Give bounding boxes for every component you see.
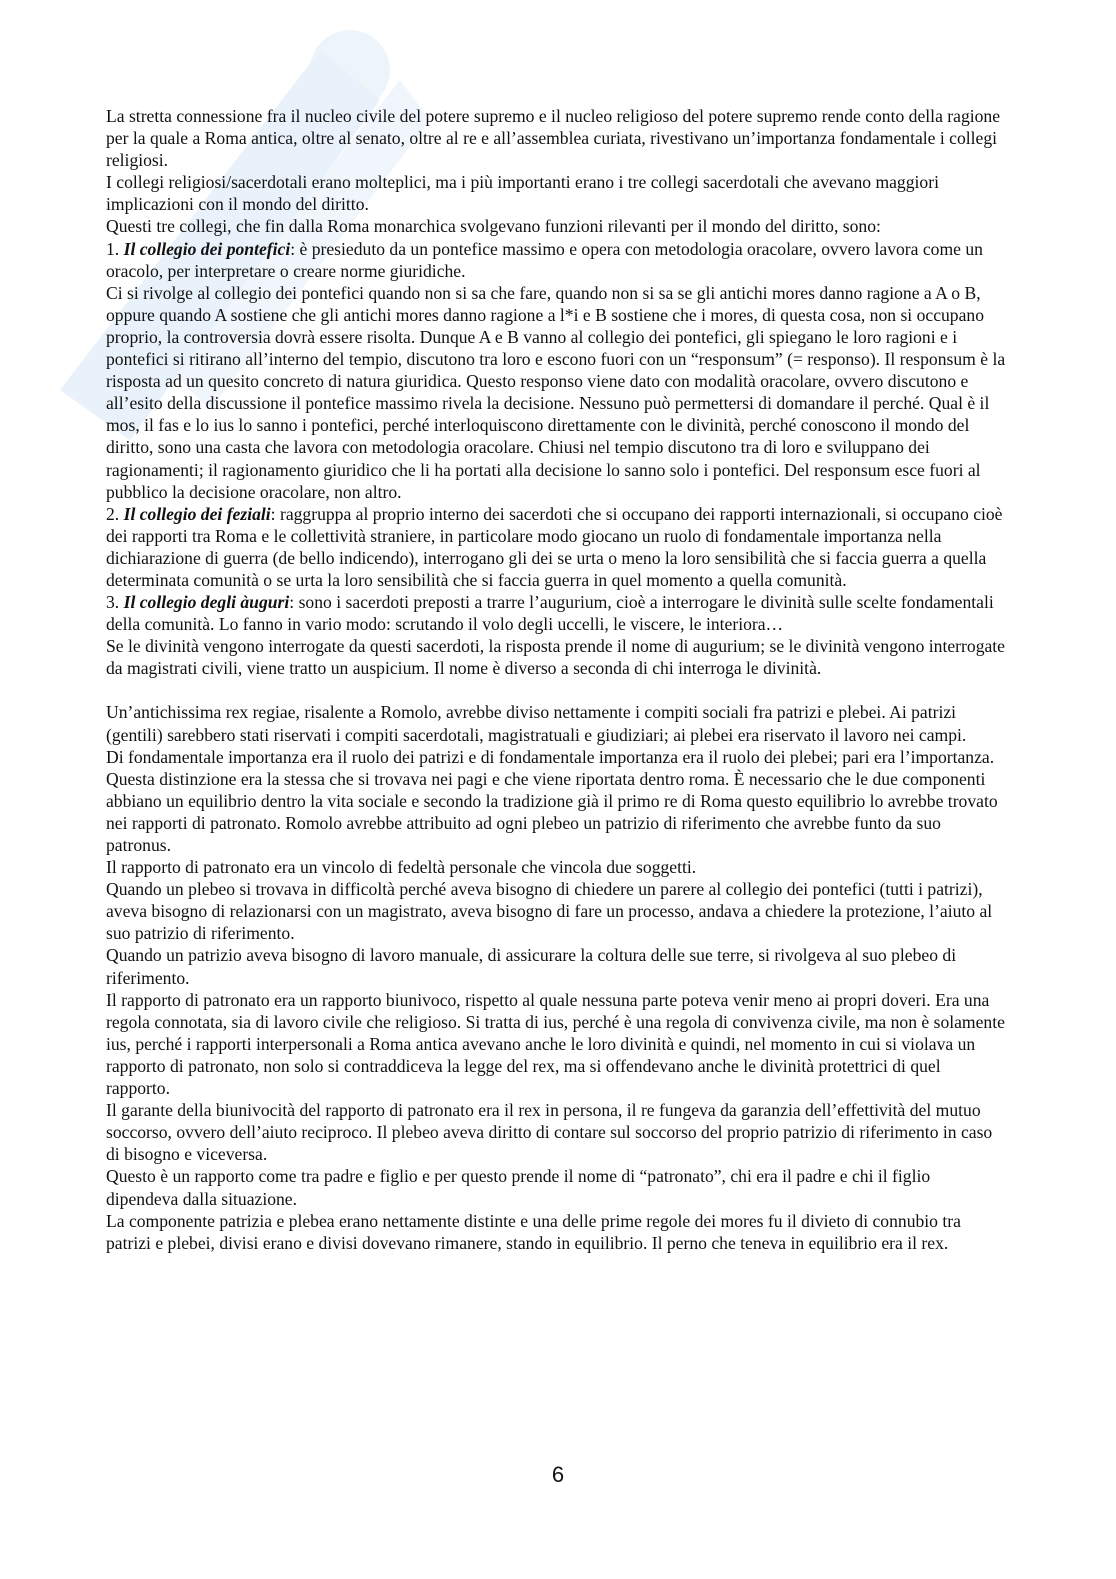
paragraph: Il rapporto di patronato era un vincolo di fedeltà personale che vincola due soggetti. xyxy=(106,857,697,878)
paragraph: Quando un plebeo si trovava in difficoltà perché aveva bisogno di chiedere un parere al collegio dei pontefici (tutti i patrizi), aveva bisogno di relazionarsi con un magistrato, aveva bisogno di fare un processo, andava a chiedere la protezione, l’aiuto al suo patrizio di riferimento. xyxy=(106,879,993,944)
paragraph: Ci si rivolge al collegio dei pontefici quando non si sa che fare, quando non si sa se gli antichi mores danno ragione a A o B, oppure quando A sostiene che gli antichi mores danno ragione a l*i e B sostiene che i mores, di questa cosa, non si occupano proprio, la controversia dovrà essere risolta. Dunque A e B vanno al collegio dei pontefici, gli spiegano le loro ragioni e i pontefici si ritirano all’interno del tempio, discutono tra loro e escono fuori con un “responsum” (= responso). Il responsum è la risposta ad un quesito concreto di natura giuridica. Questo responso viene dato con modalità oracolare, ovvero discutono e all’esito della discussione il pontefice massimo rivela la decisione. Nessuno può permettersi di domandare il perché. Qual è il mos, il fas e lo ius lo sanno i pontefici, perché interloquiscono direttamente con le divinità, perché conoscono il mondo del diritto, sono una casta che lavora con metodologia oracolare. Chiusi nel tempio discutono tra di loro e sviluppano dei ragionamenti; il ragionamento giuridico che li ha portati alla decisione lo sanno solo i pontefici. Del responsum esce fuori al pubblico la decisione oracolare, non altro. xyxy=(106,282,1006,502)
paragraph: Il rapporto di patronato era un rapporto biunivoco, rispetto al quale nessuna parte poteva venir meno ai propri doveri. Era una regola connotata, sia di lavoro civile che religioso. Si tratta di ius, perché è una regola di convivenza civile, ma non è solamente ius, perché i rapporti interpersonali a Roma antica avevano anche le loro divinità e quindi, nel momento in cui si violava un rapporto di patronato, non solo si contraddiceva la legge del rex, ma si offendevano anche le divinità protettrici di quel rapporto. xyxy=(106,989,1005,1099)
list-item xyxy=(106,238,1006,282)
paragraph: Questi tre collegi, che fin dalla Roma monarchica svolgevano funzioni rilevanti per il mondo del diritto, sono: xyxy=(106,216,881,237)
paragraph: I collegi religiosi/sacerdotali erano molteplici, ma i più importanti erano i tre collegi sacerdotali che avevano maggiori implicazioni con il mondo del diritto. xyxy=(106,172,939,215)
list-item-title: Il collegio degli àuguri xyxy=(123,592,290,613)
list-item-title: Il collegio dei feziali xyxy=(123,503,271,524)
document-body xyxy=(106,105,1006,1254)
list-item xyxy=(106,591,1006,635)
list-item-text: : sono i sacerdoti preposti a trarre l’augurium, cioè a interrogare le divinità sulle scelte fondamentali della comunità. Lo fanno in vario modo: scrutando il volo degli uccelli, le viscere, le interiora… xyxy=(106,592,994,635)
paragraph: La stretta connessione fra il nucleo civile del potere supremo e il nucleo religioso del potere supremo rende conto della ragione per la quale a Roma antica, oltre al senato, oltre al re e all’assemblea curiata, rivestivano un’importanza fondamentale i collegi religiosi. xyxy=(106,106,1001,171)
list-item-title: Il collegio dei pontefici xyxy=(123,238,291,259)
paragraph: Un’antichissima rex regiae, risalente a Romolo, avrebbe diviso nettamente i compiti sociali fra patrizi e plebei. Ai patrizi (gentili) sarebbero stati riservati i compiti sacerdotali, magistratuali e giudiziari; ai plebei era riservato il lavoro nei campi. xyxy=(106,702,967,745)
paragraph: La componente patrizia e plebea erano nettamente distinte e una delle prime regole dei mores fu il divieto di connubio tra patrizi e plebei, divisi erano e divisi dovevano rimanere, stando in equilibrio. Il perno che teneva in equilibrio era il rex. xyxy=(106,1210,961,1253)
list-item-number: 3. xyxy=(106,592,124,613)
list-item-number: 1. xyxy=(106,238,124,259)
list-item-number: 2. xyxy=(106,503,124,524)
paragraph: Questo è un rapporto come tra padre e figlio e per questo prende il nome di “patronato”, chi era il padre e chi il figlio dipendeva dalla situazione. xyxy=(106,1166,931,1209)
list-item xyxy=(106,503,1006,591)
paragraph: Di fondamentale importanza era il ruolo dei patrizi e di fondamentale importanza era il ruolo dei plebei; pari era l’importanza. xyxy=(106,746,995,767)
paragraph: Se le divinità vengono interrogate da questi sacerdoti, la risposta prende il nome di augurium; se le divinità vengono interrogate da magistrati civili, viene tratto un auspicium. Il nome è diverso a seconda di chi interroga le divinità. xyxy=(106,636,1005,679)
list-item-text: : è presieduto da un pontefice massimo e opera con metodologia oracolare, ovvero lavora come un oracolo, per interpretare o creare norme giuridiche. xyxy=(106,238,983,281)
list-item-text: : raggruppa al proprio interno dei sacerdoti che si occupano dei rapporti internazionali, si occupano cioè dei rapporti tra Roma e le collettività straniere, in particolare modo giocano un ruolo di fondamentale importanza nella dichiarazione di guerra (de bello indicendo), interrogano gli dei se urta o meno la loro sensibilità che si faccia guerra a quella determinata comunità o se urta la loro sensibilità che si faccia guerra in quel momento a quella comunità. xyxy=(106,503,1003,590)
paragraph: Il garante della biunivocità del rapporto di patronato era il rex in persona, il re fungeva da garanzia dell’effettività del mutuo soccorso, ovvero dell’aiuto reciproco. Il plebeo aveva diritto di contare sul soccorso del proprio patrizio di riferimento in caso di bisogno e viceversa. xyxy=(106,1100,993,1165)
paragraph: Quando un patrizio aveva bisogno di lavoro manuale, di assicurare la coltura delle sue terre, si rivolgeva al suo plebeo di riferimento. xyxy=(106,945,957,988)
page-number: 6 xyxy=(551,1462,565,1487)
paragraph: Questa distinzione era la stessa che si trovava nei pagi e che viene riportata dentro roma. È necessario che le due componenti abbiano un equilibrio dentro la vita sociale e secondo la tradizione già il primo re di Roma questo equilibrio lo avrebbe trovato nei rapporti di patronato. Romolo avrebbe attribuito ad ogni plebeo un patrizio di riferimento che avrebbe funto da suo patronus. xyxy=(106,768,998,855)
paragraph-gap xyxy=(106,679,1006,701)
